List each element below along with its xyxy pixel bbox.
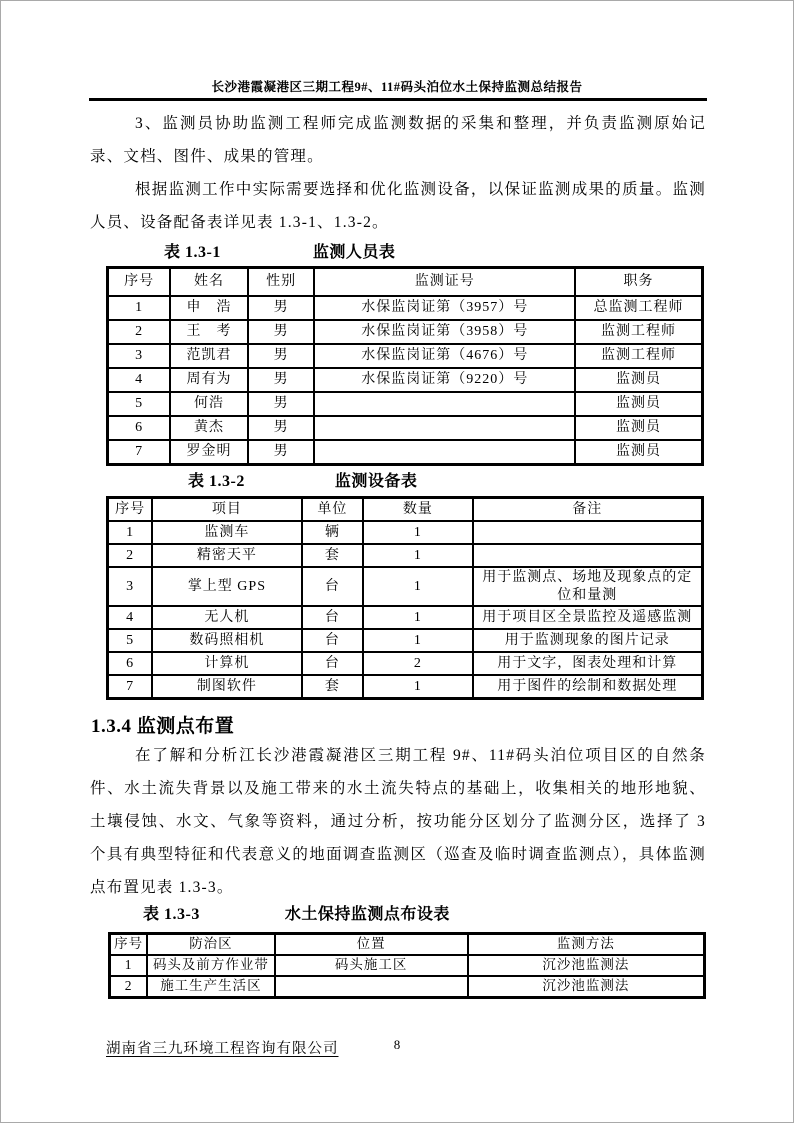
table-cell: 1 xyxy=(363,544,472,567)
table-cell: 监测员 xyxy=(575,392,702,416)
table-cell: 王 考 xyxy=(170,320,248,344)
table-cell: 套 xyxy=(302,544,364,567)
table-row xyxy=(108,675,703,699)
table-cell: 数码照相机 xyxy=(152,629,301,652)
table-header-row xyxy=(108,498,703,522)
table-cell: 台 xyxy=(302,567,364,606)
table-row xyxy=(108,296,703,320)
table-cell: 沉沙池监测法 xyxy=(468,976,705,998)
table-cell: 1 xyxy=(363,606,472,629)
table-cell: 辆 xyxy=(302,521,364,544)
table-cell: 1 xyxy=(108,521,153,544)
table-cell: 4 xyxy=(108,606,153,629)
table-cell xyxy=(275,976,468,998)
table-cell xyxy=(314,392,575,416)
header-cell: 数量 xyxy=(363,498,472,522)
table-row xyxy=(110,955,705,976)
table-header-row xyxy=(108,268,703,297)
table-cell: 水保监岗证第（3957）号 xyxy=(314,296,575,320)
table3-caption-label: 表 1.3-3 xyxy=(143,906,200,923)
table-header-row xyxy=(110,934,705,956)
table-cell xyxy=(314,416,575,440)
table-cell: 制图软件 xyxy=(152,675,301,699)
table2-caption xyxy=(89,468,707,491)
table-cell: 2 xyxy=(363,652,472,675)
table-cell: 沉沙池监测法 xyxy=(468,955,705,976)
table1-caption xyxy=(89,239,707,262)
table-cell: 何浩 xyxy=(170,392,248,416)
table-cell: 4 xyxy=(108,368,171,392)
table-cell: 精密天平 xyxy=(152,544,301,567)
table-cell: 男 xyxy=(248,320,315,344)
section-heading-1-3-4: 1.3.4 监测点布置 xyxy=(91,716,235,737)
table-cell: 6 xyxy=(108,652,153,675)
table-cell: 周有为 xyxy=(170,368,248,392)
header-cell: 单位 xyxy=(302,498,364,522)
table-cell: 用于监测现象的图片记录 xyxy=(473,629,703,652)
table-cell: 1 xyxy=(363,629,472,652)
header-cell: 防治区 xyxy=(147,934,274,956)
table-row xyxy=(108,629,703,652)
table-cell: 台 xyxy=(302,606,364,629)
header-cell: 序号 xyxy=(108,498,153,522)
table-cell: 水保监岗证第（3958）号 xyxy=(314,320,575,344)
header-cell: 监测证号 xyxy=(314,268,575,297)
table-cell: 男 xyxy=(248,344,315,368)
table-cell: 罗金明 xyxy=(170,440,248,465)
table-cell: 套 xyxy=(302,675,364,699)
table-cell: 用于图件的绘制和数据处理 xyxy=(473,675,703,699)
table-row xyxy=(108,368,703,392)
table-cell: 5 xyxy=(108,629,153,652)
table-cell: 监测车 xyxy=(152,521,301,544)
header-cell: 性别 xyxy=(248,268,315,297)
table-cell: 1 xyxy=(363,521,472,544)
table-cell: 用于监测点、场地及现象点的定位和量测 xyxy=(473,567,703,606)
table-cell: 男 xyxy=(248,440,315,465)
table-cell: 3 xyxy=(108,567,153,606)
table-row xyxy=(108,392,703,416)
table-cell: 7 xyxy=(108,440,171,465)
table3-caption-title: 水土保持监测点布设表 xyxy=(284,906,450,923)
table-row xyxy=(108,416,703,440)
table-cell: 申 浩 xyxy=(170,296,248,320)
table2-caption-title: 监测设备表 xyxy=(334,473,418,490)
table-cell: 无人机 xyxy=(152,606,301,629)
header-cell: 序号 xyxy=(108,268,171,297)
table-row xyxy=(108,544,703,567)
table-cell: 计算机 xyxy=(152,652,301,675)
header-cell: 职务 xyxy=(575,268,702,297)
table-cell: 监测员 xyxy=(575,440,702,465)
table-cell: 监测员 xyxy=(575,416,702,440)
table-cell: 男 xyxy=(248,416,315,440)
table-cell: 范凯君 xyxy=(170,344,248,368)
table-row xyxy=(108,521,703,544)
table-cell: 3 xyxy=(108,344,171,368)
footer-company-name: 湖南省三九环境工程咨询有限公司 xyxy=(106,1041,339,1057)
page-header-title: 长沙港霞凝港区三期工程9#、11#码头泊位水土保持监测总结报告 xyxy=(211,80,583,94)
header-cell: 监测方法 xyxy=(468,934,705,956)
header-rule xyxy=(89,98,707,101)
table-cell: 男 xyxy=(248,296,315,320)
table-cell: 1 xyxy=(363,675,472,699)
table-cell xyxy=(314,440,575,465)
table-cell: 黄杰 xyxy=(170,416,248,440)
table-row xyxy=(110,976,705,998)
table-cell: 总监测工程师 xyxy=(575,296,702,320)
table-cell: 台 xyxy=(302,629,364,652)
table-row xyxy=(108,567,703,606)
table-cell: 水保监岗证第（4676）号 xyxy=(314,344,575,368)
table-cell: 码头施工区 xyxy=(275,955,468,976)
table-cell: 2 xyxy=(108,320,171,344)
table-cell xyxy=(473,521,703,544)
table-cell: 台 xyxy=(302,652,364,675)
header-cell: 位置 xyxy=(275,934,468,956)
table-cell: 用于项目区全景监控及遥感监测 xyxy=(473,606,703,629)
paragraph-monitoring-points: 在了解和分析江长沙港霞凝港区三期工程 9#、11#码头泊位项目区的自然条件、水土流失背景以及施工带来的水土流失特点的基础上，收集相关的地形地貌、土壤侵蚀、水文、气象等资料，通过分析，按功能分区划分了监测分区，选择了 3 个具有典型特征和代表意义的地面调查监测区（巡查及临时调查监测点），具体监测点布置见表 1.3-3。 xyxy=(90,747,706,896)
table1-caption-label: 表 1.3-1 xyxy=(164,244,221,261)
table-cell: 掌上型 GPS xyxy=(152,567,301,606)
table-cell: 1 xyxy=(108,296,171,320)
header-cell: 备注 xyxy=(473,498,703,522)
table-cell xyxy=(473,544,703,567)
equipment-table xyxy=(106,496,704,700)
table-cell: 2 xyxy=(110,976,148,998)
table-row xyxy=(108,652,703,675)
table-row xyxy=(108,344,703,368)
paragraph-monitoring-duty: 3、监测员协助监测工程师完成监测数据的采集和整理，并负责监测原始记录、文档、图件、成果的管理。 xyxy=(90,115,706,165)
table-cell: 男 xyxy=(248,392,315,416)
personnel-table xyxy=(106,266,704,466)
table-cell: 男 xyxy=(248,368,315,392)
table-cell: 5 xyxy=(108,392,171,416)
table1-caption-title: 监测人员表 xyxy=(312,244,396,261)
paragraph-equipment-selection: 根据监测工作中实际需要选择和优化监测设备，以保证监测成果的质量。监测人员、设备配备表详见表 1.3-1、1.3-2。 xyxy=(90,181,706,231)
table-cell: 2 xyxy=(108,544,153,567)
table-cell: 1 xyxy=(363,567,472,606)
table-cell: 码头及前方作业带 xyxy=(147,955,274,976)
table-cell: 用于文字，图表处理和计算 xyxy=(473,652,703,675)
header-cell: 姓名 xyxy=(170,268,248,297)
table-row xyxy=(108,440,703,465)
monitoring-points-table xyxy=(108,932,706,999)
header-cell: 项目 xyxy=(152,498,301,522)
table-cell: 6 xyxy=(108,416,171,440)
table-cell: 1 xyxy=(110,955,148,976)
footer-page-number: 8 xyxy=(393,1037,401,1052)
table-row xyxy=(108,606,703,629)
header-cell: 序号 xyxy=(110,934,148,956)
table-row xyxy=(108,320,703,344)
table-cell: 施工生产生活区 xyxy=(147,976,274,998)
table-cell: 7 xyxy=(108,675,153,699)
table-cell: 监测工程师 xyxy=(575,344,702,368)
table-cell: 监测工程师 xyxy=(575,320,702,344)
table-cell: 监测员 xyxy=(575,368,702,392)
table3-caption xyxy=(89,901,707,924)
table2-caption-label: 表 1.3-2 xyxy=(188,473,245,490)
table-cell: 水保监岗证第（9220）号 xyxy=(314,368,575,392)
